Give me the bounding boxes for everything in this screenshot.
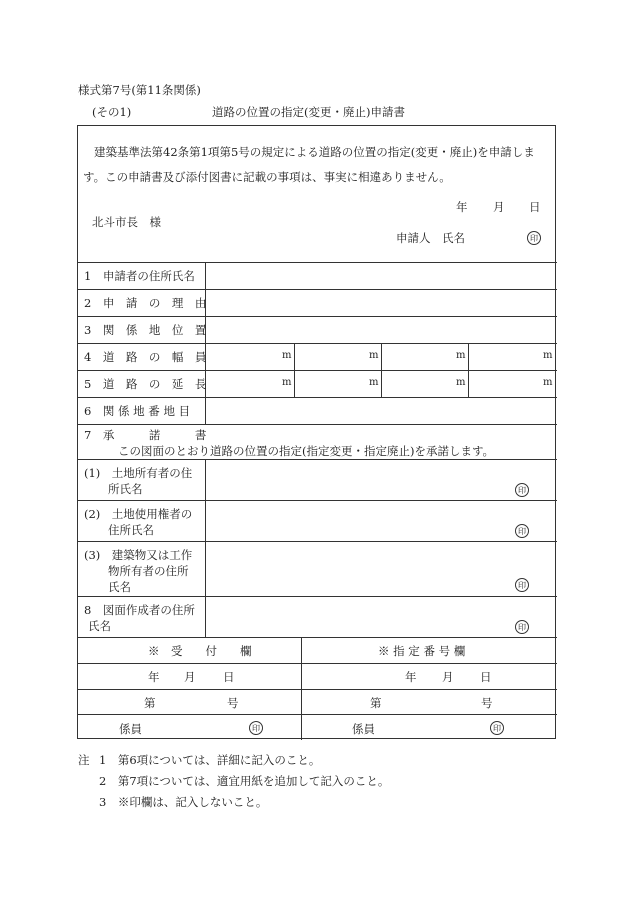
note-3: 3 ※印欄は、記入しないこと。 [99, 795, 268, 809]
consent-title: 7 承 諾 書 [84, 428, 207, 442]
receipt-dai: 第 [144, 696, 156, 710]
width-unit-1: m [282, 350, 292, 361]
receipt-go: 号 [227, 696, 239, 710]
width-unit-4: m [543, 350, 553, 361]
designation-go: 号 [481, 696, 493, 710]
applicant-name-label: 申請人 氏名 [396, 231, 465, 245]
designation-year: 年 [405, 670, 417, 684]
length-unit-1: m [282, 377, 292, 388]
notes-label: 注 [78, 753, 90, 767]
application-form-table [77, 125, 556, 739]
consent-text: この図面のとおり道路の位置の指定(指定変更・指定廃止)を承諾します。 [118, 444, 495, 458]
row-6-label: 6 関 係 地 番 地 目 [84, 404, 191, 418]
consent-3-line-1: (3) 建築物又は工作 [84, 548, 193, 562]
note-2: 2 第7項については、適宜用紙を追加して記入のこと。 [99, 774, 390, 788]
row-2-label: 2 申 請 の 理 由 [84, 296, 207, 310]
date-month-label: 月 [493, 200, 505, 214]
receipt-clerk: 係員 [119, 722, 142, 736]
receipt-clerk-seal-icon: 印 [249, 721, 263, 735]
row-8-line-2: 氏名 [88, 619, 111, 633]
seal-icon-2: 印 [515, 524, 529, 538]
designation-header: ※ 指 定 番 号 欄 [378, 644, 466, 658]
width-unit-3: m [456, 350, 466, 361]
row-4-label: 4 道 路 の 幅 員 [84, 350, 207, 364]
consent-2-line-2: 住所氏名 [108, 523, 154, 537]
length-unit-2: m [369, 377, 379, 388]
sub-number: (その1) [92, 105, 132, 119]
addressee: 北斗市長 様 [92, 215, 161, 229]
statement-line-2: す。この申請書及び添付図書に記載の事項は、事実に相違ありません。 [83, 170, 451, 184]
consent-3-line-2: 物所有者の住所 [108, 564, 189, 578]
seal-icon-4: 印 [515, 620, 529, 634]
designation-clerk: 係員 [352, 722, 375, 736]
designation-month: 月 [442, 670, 454, 684]
receipt-month: 月 [184, 670, 196, 684]
width-unit-2: m [369, 350, 379, 361]
consent-2-line-1: (2) 土地使用権者の [84, 507, 193, 521]
designation-day: 日 [480, 670, 492, 684]
statement-line-1: 建築基準法第42条第1項第5号の規定による道路の位置の指定(変更・廃止)を申請しま [94, 145, 535, 159]
row-5-label: 5 道 路 の 延 長 [84, 377, 207, 391]
date-year-label: 年 [456, 200, 468, 214]
length-unit-4: m [543, 377, 553, 388]
designation-dai: 第 [370, 696, 382, 710]
receipt-header: ※ 受 付 欄 [148, 644, 252, 658]
seal-icon-1: 印 [515, 483, 529, 497]
length-unit-3: m [456, 377, 466, 388]
seal-icon-3: 印 [515, 578, 529, 592]
consent-3-line-3: 氏名 [108, 580, 131, 594]
page-title: 道路の位置の指定(変更・廃止)申請書 [212, 105, 405, 119]
row-1-label: 1 申請者の住所氏名 [84, 269, 195, 283]
consent-1-line-2: 所氏名 [108, 482, 143, 496]
receipt-day: 日 [223, 670, 235, 684]
designation-clerk-seal-icon: 印 [490, 721, 504, 735]
note-1: 1 第6項については、詳細に記入のこと。 [99, 753, 321, 767]
consent-1-line-1: (1) 土地所有者の住 [84, 466, 193, 480]
applicant-seal-icon: 印 [527, 231, 541, 245]
row-3-label: 3 関 係 地 位 置 [84, 323, 207, 337]
date-day-label: 日 [529, 200, 541, 214]
row-8-line-1: 8 図面作成者の住所 [84, 603, 195, 617]
form-number: 様式第7号(第11条関係) [78, 83, 201, 97]
receipt-year: 年 [148, 670, 160, 684]
